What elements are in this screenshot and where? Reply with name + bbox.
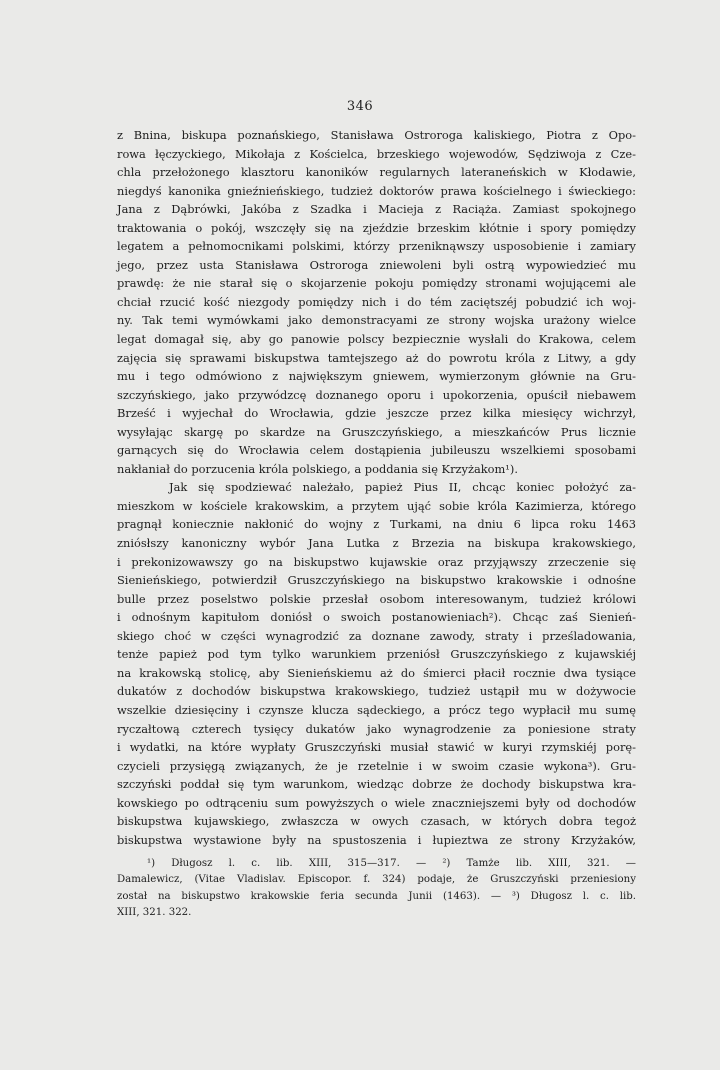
body-line: pragnął koniecznie nakłonić do wojny z Turkami, na dniu 6 lipca roku 1463 bbox=[117, 517, 636, 532]
body-line: prawdę: że nie starał się o skojarzenie pokoju pomiędzy stronami wojującemi ale bbox=[117, 276, 636, 291]
body-line: niegdyś kanonika gnieźnieńskiego, tudzież doktorów prawa kościelnego i świeckiego: bbox=[117, 183, 636, 198]
body-line: Sienieńskiego, potwierdził Gruszczyńskiego na biskupstwo krakowskie i odnośne bbox=[117, 573, 636, 588]
body-line: kowskiego po odtrąceniu sum powyższych o wiele znaczniejszemi były od dochodów bbox=[117, 795, 636, 810]
body-line: chla przełożonego klasztoru kanoników regularnych lateraneńskich w Kłodawie, bbox=[117, 165, 636, 180]
page-number: 346 bbox=[346, 99, 374, 114]
body-line: traktowania o pokój, wszczęły się na zjeździe brzeskim kłótnie i spory pomiędzy bbox=[117, 220, 636, 235]
body-text bbox=[117, 126, 636, 849]
body-line: z Bnina, biskupa poznańskiego, Stanisława Ostroroga kaliskiego, Piotra z Opo- bbox=[117, 128, 636, 142]
body-line: skiego choć w części wynagrodzić za doznane zawody, straty i prześladowania, bbox=[117, 628, 636, 643]
body-line: zniósłszy kanoniczny wybór Jana Lutka z Brzezia na biskupa krakowskiego, bbox=[117, 536, 636, 551]
body-line: legat domagał się, aby go panowie polscy bezpiecznie wysłali do Krakowa, celem bbox=[117, 332, 636, 347]
body-line: mieszkom w kościele krakowskim, a przytem ująć sobie króla Kazimierza, którego bbox=[117, 498, 636, 513]
body-line: i wydatki, na które wypłaty Gruszczyński musiał stawić w kuryi rzymskiéj porę- bbox=[117, 740, 636, 755]
body-line: mu i tego odmówiono z największym gniewem, wymierzonym głównie na Gru- bbox=[117, 369, 636, 384]
body-line: legatem a pełnomocnikami polskimi, którzy przeniknąwszy usposobienie i zamiary bbox=[117, 239, 636, 254]
body-line: Jana z Dąbrówki, Jakóba z Szadka i Macieja z Raciąża. Zamiast spokojnego bbox=[117, 202, 636, 217]
body-line: i odnośnym kapitułom doniósł o swoich postanowieniach²). Chcąc zaś Sienień- bbox=[117, 610, 636, 625]
body-line: nakłaniał do porzucenia króla polskiego, a poddania się Krzyżakom¹). bbox=[117, 461, 518, 476]
body-line: szczyńskiego, jako przywódzcę doznanego oporu i upokorzenia, opuścił niebawem bbox=[117, 387, 636, 402]
footnote-line: Damalewicz, (Vitae Vladislav. Episcopor. f. 324) podaje, że Gruszczyński przeniesiony bbox=[117, 874, 636, 886]
body-line: garnących się do Wrocławia celem dostąpienia jubileuszu wszelkiemi sposobami bbox=[117, 443, 636, 458]
body-line: zajęcia się sprawami biskupstwa tamtejszego aż do powrotu króla z Litwy, a gdy bbox=[117, 350, 636, 365]
body-line: Brześć i wyjechał do Wrocławia, gdzie jeszcze przez kilka miesięcy wichrzył, bbox=[117, 406, 636, 421]
body-line: ryczałtową czterech tysięcy dukatów jako wynagrodzenie za poniesione straty bbox=[117, 721, 636, 736]
body-line: i prekonizowawszy go na biskupstwo kujawskie oraz przyjąwszy zrzeczenie się bbox=[117, 554, 636, 569]
body-line: Jak się spodziewać należało, papież Pius II, chcąc koniec położyć za- bbox=[169, 480, 636, 495]
footnotes bbox=[117, 856, 636, 922]
body-line: biskupstwa kujawskiego, zwłaszcza w owych czasach, w których dobra tegoż bbox=[117, 814, 636, 829]
body-line: tenże papież pod tym tylko warunkiem przeniósł Gruszczyńskiego z kujawskiéj bbox=[117, 647, 636, 662]
body-line: wszelkie dziesięciny i czynsze klucza sądeckiego, a prócz tego wypłacił mu sumę bbox=[117, 702, 636, 717]
body-line: chciał rzucić kość niezgody pomiędzy nich i do tém zaciętszéj pobudzić ich woj- bbox=[117, 294, 636, 309]
body-line: ny. Tak temi wymówkami jako demonstracyami ze strony wojska urażony wielce bbox=[117, 313, 636, 328]
body-line: dukatów z dochodów biskupstwa krakowskiego, tudzież ustąpił mu w dożywocie bbox=[117, 684, 636, 699]
body-line: jego, przez usta Stanisława Ostroroga zniewoleni byli ostrą wypowiedzieć mu bbox=[117, 257, 636, 272]
body-line: czycieli przysięgą związanych, że je rzetelnie i w swoim czasie wykona³). Gru- bbox=[117, 758, 636, 773]
footnote-line: został na biskupstwo krakowskie feria secunda Junii (1463). — ³) Długosz l. c. lib. bbox=[117, 890, 636, 902]
footnote-line: XIII, 321. 322. bbox=[117, 907, 192, 919]
body-line: na krakowską stolicę, aby Sienieńskiemu aż do śmierci płacił rocznie dwa tysiące bbox=[117, 665, 636, 680]
body-line: rowa łęczyckiego, Mikołaja z Kościelca, brzeskiego wojewodów, Sędziwoja z Cze- bbox=[117, 146, 636, 161]
body-line: bulle przez poselstwo polskie przesłał osobom interesowanym, tudzież królowi bbox=[117, 591, 636, 606]
body-line: szczyński poddał się tym warunkom, wiedząc dobrze że dochody biskupstwa kra- bbox=[117, 777, 636, 792]
footnote-line: ¹) Długosz l. c. lib. XIII, 315—317. — ²) Tamże lib. XIII, 321. — bbox=[147, 858, 636, 869]
body-line: biskupstwa wystawione były na spustoszenia i łupieztwa ze strony Krzyżaków, bbox=[117, 832, 636, 847]
body-line: wysyłając skargę po skardze na Gruszczyńskiego, a mieszkańców Prus licznie bbox=[117, 424, 636, 439]
